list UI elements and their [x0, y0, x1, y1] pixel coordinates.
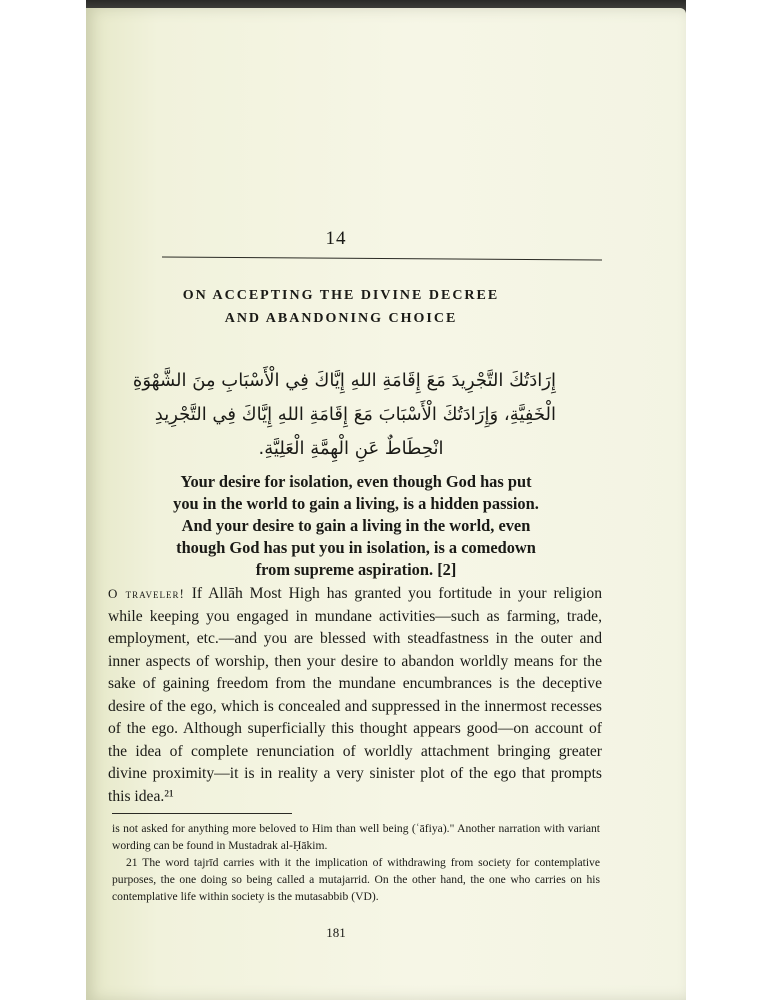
arabic-aphorism-line-2: الْخَفِيَّةِ، وَإِرَادَتُكَ الْأَسْبَابَ مَعَ إِقَامَةِ اللهِ إِيَّاكَ فِي التَّجْرِيدِ [154, 404, 556, 425]
footnotes [112, 820, 600, 905]
chapter-rule [162, 256, 602, 260]
chapter-title-line-1: ON ACCEPTING THE DIVINE DECREE [182, 288, 500, 303]
aphorism-line-1: Your desire for isolation, even though God has put [180, 472, 532, 491]
arabic-aphorism-line-1: إِرَادَتُكَ التَّجْرِيدَ مَعَ إِقَامَةِ اللهِ إِيَّاكَ فِي الْأَسْبَابِ مِنَ الشَّهْوَةِ [132, 370, 556, 391]
aphorism-line-5: from supreme aspiration. [2] [255, 560, 457, 579]
aphorism-line-4: though God has put you in isolation, is a comedown [176, 538, 536, 557]
english-aphorism [146, 471, 566, 581]
aphorism-line-3: And your desire to gain a living in the world, even [181, 516, 531, 535]
footnote-21: 21 The word tajrīd carries with it the implication of withdrawing from society for contemplative purposes, the one doing so being called a mutajarrid. On the other hand, the one who carries on his contemplative life within society is the mutasabbib (VD). [112, 856, 600, 903]
paragraph-text: If Allāh Most High has granted you fortitude in your religion while keeping you engaged in mundane activities—such as farming, trade, employment, etc.—and you are blessed with steadfastness in the outer and inner aspects of worship, then your desire to abandon worldly means for the sake of gaining freedom from the mundane encumbrances is the deceptive desire of the ego, which is concealed and suppressed in the innermost recesses of the ego. Although superficially this thought appears good—on account of the idea of complete renunciation of worldly attachment bringing greater divine proximity—it is in reality a very sinister plot of the ego that prompts this idea.²¹ [108, 585, 602, 805]
footnote-rule [112, 813, 292, 814]
book-page [86, 8, 686, 1000]
footnote-continued: is not asked for anything more beloved to Him than well being (ʿāfiya)." Another narration with variant wording can be found in Mustadrak al-Ḥākim. [112, 822, 600, 852]
chapter-title-line-2: AND ABANDONING CHOICE [224, 311, 458, 326]
page-number: 181 [326, 925, 346, 940]
aphorism-line-2: you in the world to gain a living, is a hidden passion. [173, 494, 539, 513]
commentary-paragraph [108, 583, 602, 808]
chapter-number: 14 [325, 228, 347, 249]
paragraph-opener: O traveler! [108, 586, 185, 601]
arabic-aphorism-line-3: انْحِطَاطٌ عَنِ الْهِمَّةِ الْعَلِيَّةِ. [258, 438, 444, 459]
